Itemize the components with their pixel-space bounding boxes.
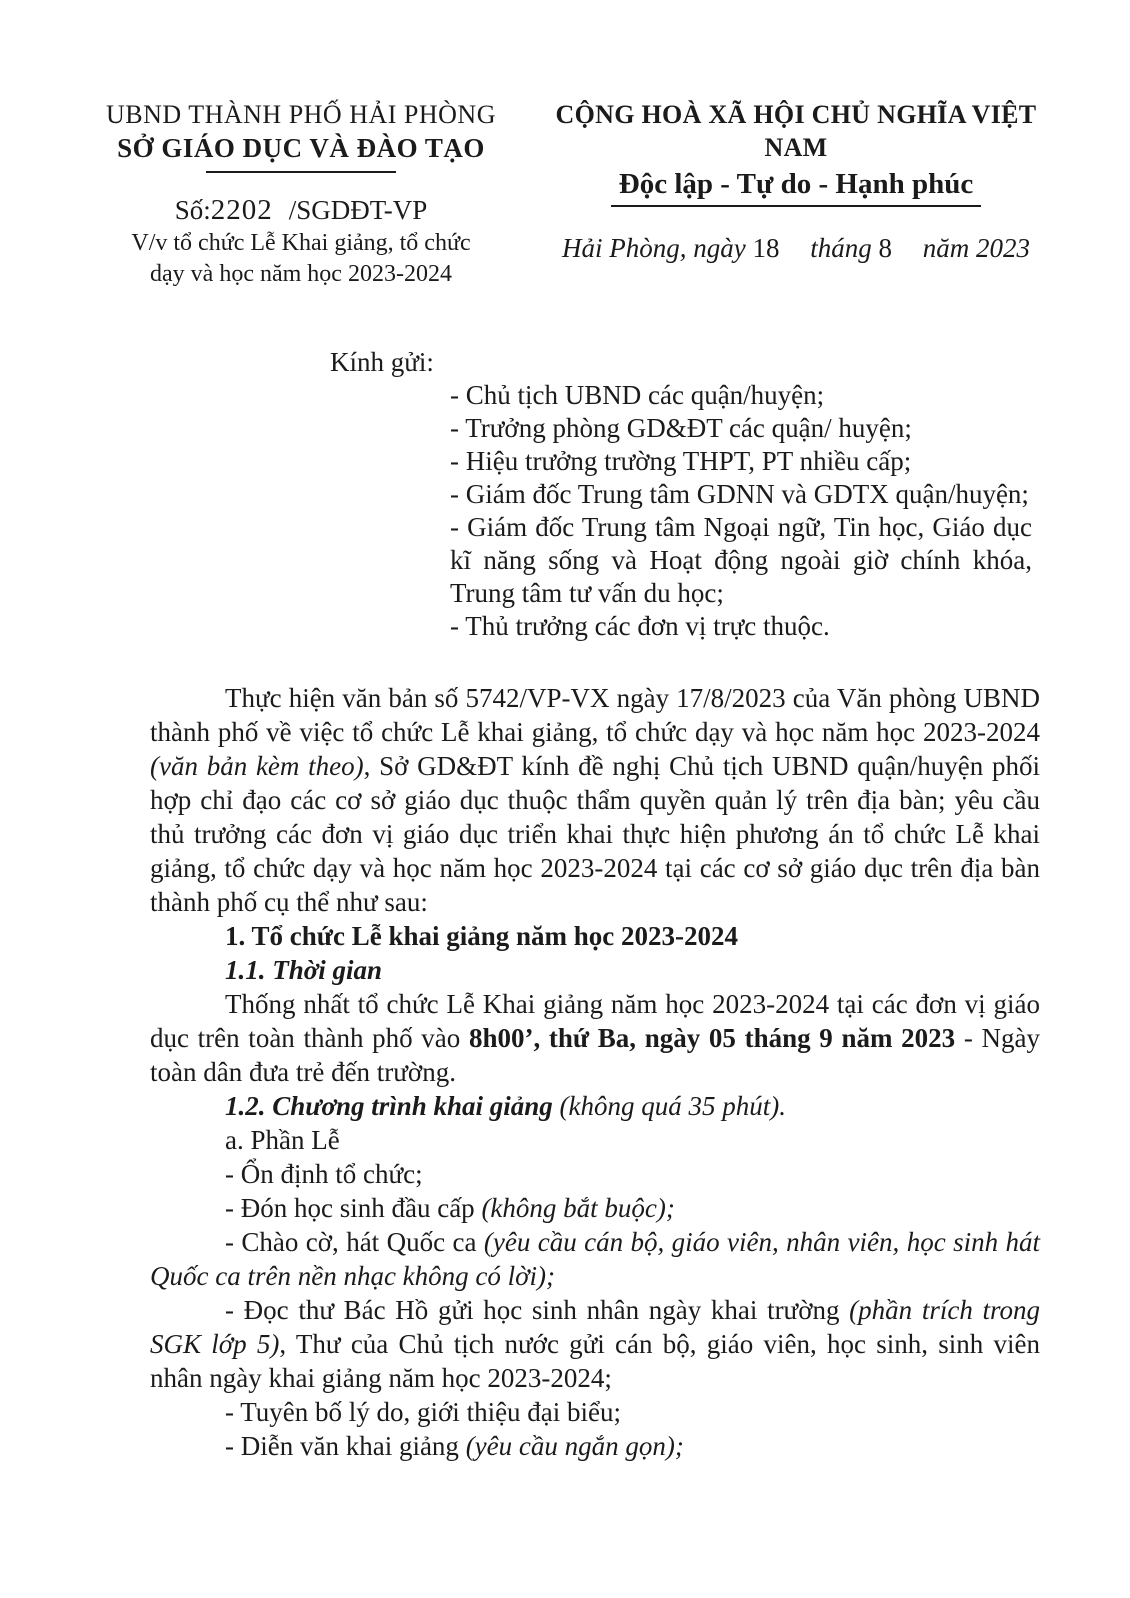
document-number-label: Số: bbox=[174, 195, 211, 225]
recipient-list bbox=[450, 379, 1032, 643]
program-item-text: - Tuyên bố lý do, giới thiệu đại biểu; bbox=[225, 1397, 622, 1427]
opening-italic-note: (văn bản kèm theo) bbox=[150, 751, 364, 781]
section-1-2-heading-line bbox=[150, 1089, 1040, 1123]
program-item bbox=[150, 1429, 1040, 1463]
national-motto-text: Độc lập - Tự do - Hạnh phúc bbox=[611, 166, 982, 207]
document-subject: V/v tổ chức Lễ Khai giảng, tổ chức dạy và học năm học 2023-2024 bbox=[131, 230, 471, 287]
document-number-line bbox=[70, 193, 532, 227]
national-motto bbox=[536, 166, 1056, 207]
date-year: 2023 bbox=[976, 233, 1030, 263]
program-item bbox=[150, 1293, 1040, 1395]
program-item-note: (không bắt buộc); bbox=[481, 1193, 675, 1223]
program-item-text: - Chào cờ, hát Quốc ca bbox=[225, 1227, 484, 1257]
time-datetime-bold: 8h00’, thứ Ba, ngày 05 tháng 9 năm 2023 bbox=[468, 1023, 956, 1053]
agency-name: SỞ GIÁO DỤC VÀ ĐÀO TẠO bbox=[117, 133, 485, 163]
issuing-agency-block bbox=[70, 98, 532, 290]
agency-underline-rule bbox=[206, 171, 396, 173]
program-item-text: - Ổn định tổ chức; bbox=[225, 1159, 423, 1189]
program-item bbox=[150, 1191, 1040, 1225]
national-header-block bbox=[536, 98, 1056, 265]
time-paragraph bbox=[150, 987, 1040, 1089]
time-text-cont: - Ngày toàn dân đưa trẻ đến trường. bbox=[150, 1023, 1040, 1087]
date-day: 18 bbox=[752, 233, 780, 263]
document-header bbox=[0, 0, 1130, 290]
opening-text-cont: , Sở GD&ĐT kính đề nghị Chủ tịch UBND quận/huyện phối hợp chỉ đạo các cơ sở giáo dục thuộc thẩm quyền quản lý trên địa bàn; yêu cầu thủ trưởng các đơn vị giáo dục triển khai thực hiện phương án tổ chức Lễ khai giảng, tổ chức dạy và học năm học 2023-2024 tại các cơ sở giáo dục trên địa bàn thành phố cụ thể như sau: bbox=[150, 751, 1040, 917]
program-item-note: (yêu cầu cán bộ, giáo viên, nhân viên, học sinh hát Quốc ca trên nền nhạc không có lời); bbox=[150, 1227, 1040, 1291]
parent-agency-name: UBND THÀNH PHỐ HẢI PHÒNG bbox=[106, 100, 496, 129]
document-number-value: 2202 bbox=[210, 194, 273, 226]
recipient-item: - Thủ trưởng các đơn vị trực thuộc. bbox=[450, 611, 830, 641]
section-1-2-duration-note: (không quá 35 phút). bbox=[552, 1091, 787, 1121]
opening-text: Thực hiện văn bản số 5742/VP-VX ngày 17/8/2023 của Văn phòng UBND thành phố về việc tổ chức Lễ khai giảng, tổ chức dạy và học năm học 2023-2024 bbox=[150, 683, 1040, 747]
recipient-item: - Chủ tịch UBND các quận/huyện; bbox=[450, 380, 825, 410]
section-1-2-heading: 1.2. Chương trình khai giảng bbox=[225, 1091, 553, 1121]
date-month: 8 bbox=[878, 233, 892, 263]
date-place: Hải Phòng, ngày bbox=[562, 233, 746, 263]
program-item-note: (phần trích trong SGK lớp 5) bbox=[150, 1295, 1040, 1359]
place-date-line bbox=[536, 231, 1056, 265]
section-1-1-heading: 1.1. Thời gian bbox=[225, 955, 383, 985]
program-item bbox=[150, 1157, 1040, 1191]
salutation: Kính gửi: bbox=[330, 347, 434, 377]
section-1-heading: 1. Tổ chức Lễ khai giảng năm học 2023-2024 bbox=[225, 921, 738, 951]
national-title: CỘNG HOÀ XÃ HỘI CHỦ NGHĨA VIỆT NAM bbox=[555, 100, 1037, 162]
part-a-heading: a. Phần Lễ bbox=[225, 1125, 340, 1155]
document-number-suffix: /SGDĐT-VP bbox=[288, 195, 428, 225]
program-item-text: - Đón học sinh đầu cấp bbox=[225, 1193, 482, 1223]
recipient-item: - Hiệu trưởng trường THPT, PT nhiều cấp; bbox=[450, 446, 912, 476]
program-item bbox=[150, 1225, 1040, 1293]
document-body bbox=[150, 681, 1040, 1463]
recipient-item: - Giám đốc Trung tâm GDNN và GDTX quận/huyện; bbox=[450, 479, 1029, 509]
program-item-text-cont: , Thư của Chủ tịch nước gửi cán bộ, giáo viên, học sinh, sinh viên nhân ngày khai giảng năm học 2023-2024; bbox=[150, 1329, 1040, 1393]
program-item-note: (yêu cầu ngắn gọn); bbox=[465, 1431, 684, 1461]
opening-paragraph bbox=[150, 681, 1040, 919]
program-item-text: - Đọc thư Bác Hồ gửi học sinh nhân ngày khai trường bbox=[225, 1295, 850, 1325]
program-item-text: - Diễn văn khai giảng bbox=[225, 1431, 466, 1461]
date-year-label: năm bbox=[922, 233, 970, 263]
recipient-item: - Trưởng phòng GD&ĐT các quận/ huyện; bbox=[450, 413, 912, 443]
recipient-item: - Giám đốc Trung tâm Ngoại ngữ, Tin học, Giáo dục kĩ năng sống và Hoạt động ngoài giờ chính khóa, Trung tâm tư vấn du học; bbox=[450, 512, 1032, 608]
date-month-label: tháng bbox=[810, 233, 872, 263]
time-text: Thống nhất tổ chức Lễ Khai giảng năm học 2023-2024 tại các đơn vị giáo dục trên toàn thành phố vào bbox=[150, 989, 1040, 1053]
program-item bbox=[150, 1395, 1040, 1429]
